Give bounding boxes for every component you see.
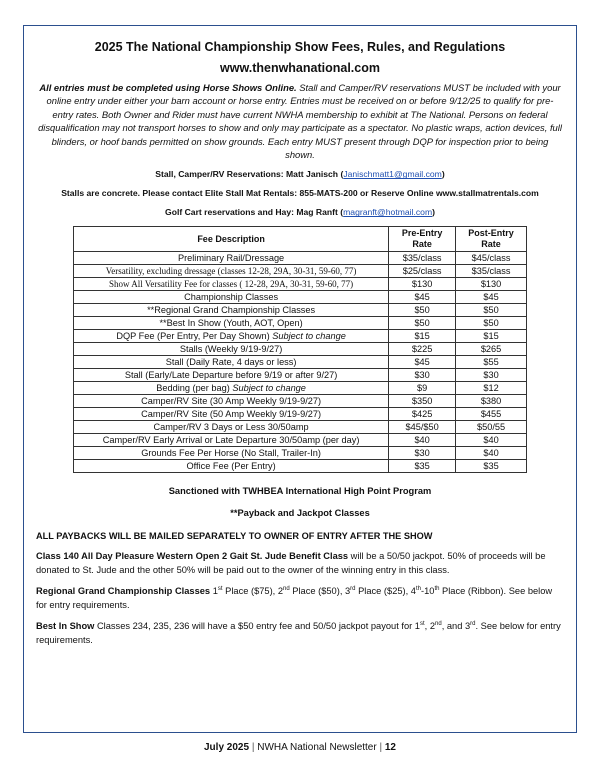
pre-entry-rate: $25/class xyxy=(389,265,456,278)
header-post-entry xyxy=(456,227,527,252)
pre-entry-rate: $40 xyxy=(389,434,456,447)
fee-table-header xyxy=(74,227,527,252)
table-row xyxy=(74,265,527,278)
bis-sup-1: st xyxy=(419,621,425,628)
best-in-show-title: Best In Show xyxy=(36,621,95,632)
page-footer xyxy=(0,742,600,754)
fee-note: Subject to change xyxy=(232,382,306,393)
table-row xyxy=(74,421,527,434)
fee-description: **Regional Grand Championship Classes xyxy=(147,304,316,315)
post-entry-rate: $40 xyxy=(456,434,527,447)
class140-paragraph xyxy=(36,550,564,577)
post-entry-rate: $50 xyxy=(456,304,527,317)
fee-description-cell xyxy=(74,330,389,343)
post-entry-rate: $55 xyxy=(456,356,527,369)
fee-description: Versatility, excluding dressage (classes 12-28, 29A, 30-31, 59-60, 77) xyxy=(105,265,357,276)
regional-text-5: -10 xyxy=(421,586,435,597)
bis-sup-2: nd xyxy=(435,621,442,628)
pre-entry-rate: $45 xyxy=(389,356,456,369)
page-frame xyxy=(23,25,577,733)
pre-entry-rate: $30 xyxy=(389,369,456,382)
golf-contact-close: ) xyxy=(432,207,435,218)
regional-title: Regional Grand Championship Classes xyxy=(36,586,211,597)
regional-sup-4: th xyxy=(415,586,421,593)
post-entry-rate: $130 xyxy=(456,278,527,291)
fee-description: Show All Versatility Fee for classes ( 12-28, 29A, 30-31, 59-60, 77) xyxy=(109,278,354,289)
regional-sup-1: st xyxy=(217,586,223,593)
intro-rest: Stall and Camper/RV reservations MUST be included with your online entry under either your barn account or horse entry. Entries must be received on or before 9/12/25 to qualify for pre-entry rates. Both Owner and Rider must have current NWHA membership to exhibit at The National. Persons on federal disqualification may not transport horses to show and only may participate as a spectator. No plastic wraps, action devices, full blinders, or hoof bands permitted on show grounds. Each entry MUST present through DQP for inspection prior to being shown. xyxy=(38,82,562,161)
pre-entry-rate: $425 xyxy=(389,408,456,421)
post-entry-rate: $380 xyxy=(456,395,527,408)
fee-description-cell xyxy=(74,434,389,447)
fee-description-cell xyxy=(74,447,389,460)
pre-entry-rate: $15 xyxy=(389,330,456,343)
post-entry-rate: $40 xyxy=(456,447,527,460)
header-pre-entry xyxy=(389,227,456,252)
fee-description-cell xyxy=(74,343,389,356)
fee-description-cell xyxy=(74,382,389,395)
regional-sup-2: nd xyxy=(283,586,290,593)
fee-description: Camper/RV Site (50 Amp Weekly 9/19-9/27) xyxy=(141,408,322,419)
stall-contact-close: ) xyxy=(441,169,445,180)
fee-description-cell xyxy=(74,252,389,265)
post-entry-rate: $12 xyxy=(456,382,527,395)
footer-page-number: 12 xyxy=(384,742,396,753)
best-in-show-paragraph xyxy=(36,620,564,647)
fee-description-cell xyxy=(74,291,389,304)
pre-entry-rate: $45 xyxy=(389,291,456,304)
footer-date: July 2025 xyxy=(204,742,250,753)
intro-paragraph xyxy=(38,81,562,161)
fee-description: DQP Fee (Per Entry, Per Day Shown) xyxy=(116,330,273,341)
payback-jackpot-note: **Payback and Jackpot Classes xyxy=(230,508,370,519)
table-row xyxy=(74,434,527,447)
fee-description-cell xyxy=(74,317,389,330)
bis-text-1: Classes 234, 235, 236 will have a $50 entry fee and 50/50 jackpot payout for 1 xyxy=(94,621,420,632)
post-entry-rate: $30 xyxy=(456,369,527,382)
header-pre-line1: Pre-Entry xyxy=(401,228,443,239)
fee-description-cell xyxy=(74,356,389,369)
fee-description-cell xyxy=(74,278,389,291)
stalls-concrete-note: Stalls are concrete. Please contact Elite Stall Mat Rentals: 855-MATS-200 or Reserve Online www.stallmatrentals.com xyxy=(61,188,539,199)
stall-email-link[interactable]: Janischmatt1@gmail.com xyxy=(343,169,442,180)
intro-lead: All entries must be completed using Horse Shows Online. xyxy=(39,82,297,93)
bis-sup-3: rd xyxy=(470,621,476,628)
regional-text-2: Place ($75), 2 xyxy=(222,586,284,597)
fee-description: Camper/RV 3 Days or Less 30/50amp xyxy=(153,421,309,432)
footer-newsletter: NWHA National Newsletter xyxy=(257,742,377,753)
table-row xyxy=(74,382,527,395)
regional-sup-5: th xyxy=(434,586,440,593)
bis-text-4: . See below for entry requirements. xyxy=(36,621,561,645)
fee-table-body xyxy=(74,252,527,473)
pre-entry-rate: $350 xyxy=(389,395,456,408)
post-entry-rate: $45 xyxy=(456,291,527,304)
fee-description: Stall (Early/Late Departure before 9/19 or after 9/27) xyxy=(124,369,338,380)
table-row xyxy=(74,343,527,356)
stall-contact xyxy=(36,168,564,180)
website-url: www.thenwhanational.com xyxy=(220,61,380,75)
fee-description: Stall (Daily Rate, 4 days or less) xyxy=(165,356,297,367)
header-pre-line2: Rate xyxy=(412,239,432,250)
table-row xyxy=(74,408,527,421)
pre-entry-rate: $50 xyxy=(389,317,456,330)
fee-table xyxy=(73,226,527,473)
fee-description-cell xyxy=(74,265,389,278)
pre-entry-rate: $35 xyxy=(389,460,456,473)
post-entry-rate: $50 xyxy=(456,317,527,330)
fee-description-cell xyxy=(74,369,389,382)
fee-description: Preliminary Rail/Dressage xyxy=(177,252,285,263)
footer-separator: | xyxy=(251,742,255,753)
bis-text-3: , and 3 xyxy=(441,621,471,632)
table-row xyxy=(74,460,527,473)
fee-description: Grounds Fee Per Horse (No Stall, Trailer-In) xyxy=(141,447,321,458)
post-entry-rate: $50/55 xyxy=(456,421,527,434)
table-row xyxy=(74,252,527,265)
fee-description: Stalls (Weekly 9/19-9/27) xyxy=(179,343,283,354)
table-row xyxy=(74,356,527,369)
page-title: 2025 The National Championship Show Fees, Rules, and Regulations xyxy=(94,40,506,54)
fee-description: Championship Classes xyxy=(184,291,279,302)
table-row xyxy=(74,447,527,460)
paybacks-heading: ALL PAYBACKS WILL BE MAILED SEPARATELY TO OWNER OF ENTRY AFTER THE SHOW xyxy=(36,531,433,542)
fee-description: Camper/RV Early Arrival or Late Departure 30/50amp (per day) xyxy=(102,434,360,445)
pre-entry-rate: $30 xyxy=(389,447,456,460)
table-row xyxy=(74,278,527,291)
fee-description: Bedding (per bag) xyxy=(156,382,233,393)
fee-description-cell xyxy=(74,408,389,421)
class140-title: Class 140 All Day Pleasure Western Open 2 Gait St. Jude Benefit Class xyxy=(36,551,349,562)
post-entry-rate: $265 xyxy=(456,343,527,356)
class140-text: will be a 50/50 jackpot. 50% of proceeds will be donated to St. Jude and the other 50% will be paid out to the owner of the winning entry in this class. xyxy=(36,551,546,575)
regional-paragraph xyxy=(36,585,564,612)
fee-note: Subject to change xyxy=(272,330,346,341)
footer-separator: | xyxy=(379,742,383,753)
pre-entry-rate: $130 xyxy=(389,278,456,291)
pre-entry-rate: $9 xyxy=(389,382,456,395)
pre-entry-rate: $225 xyxy=(389,343,456,356)
regional-sup-3: rd xyxy=(350,586,356,593)
pre-entry-rate: $45/$50 xyxy=(389,421,456,434)
post-entry-rate: $35/class xyxy=(456,265,527,278)
post-entry-rate: $45/class xyxy=(456,252,527,265)
table-row xyxy=(74,330,527,343)
fee-description-cell xyxy=(74,304,389,317)
table-row xyxy=(74,291,527,304)
header-fee-description: Fee Description xyxy=(74,227,389,252)
post-entry-rate: $35 xyxy=(456,460,527,473)
pre-entry-rate: $50 xyxy=(389,304,456,317)
regional-text-4: Place ($25), 4 xyxy=(355,586,416,597)
fee-description-cell xyxy=(74,395,389,408)
fee-description-cell xyxy=(74,421,389,434)
post-entry-rate: $15 xyxy=(456,330,527,343)
header-post-line2: Rate xyxy=(481,239,501,250)
regional-text-3: Place ($50), 3 xyxy=(289,586,351,597)
table-row xyxy=(74,317,527,330)
table-row xyxy=(74,395,527,408)
fee-description: Office Fee (Per Entry) xyxy=(186,460,276,471)
fee-description: **Best In Show (Youth, AOT, Open) xyxy=(159,317,303,328)
fee-description: Camper/RV Site (30 Amp Weekly 9/19-9/27) xyxy=(141,395,322,406)
stall-contact-label: Stall, Camper/RV Reservations: Matt Janisch ( xyxy=(155,169,344,180)
regional-text-1: 1 xyxy=(210,586,218,597)
table-row xyxy=(74,304,527,317)
pre-entry-rate: $35/class xyxy=(389,252,456,265)
golf-contact-label: Golf Cart reservations and Hay: Mag Ranft ( xyxy=(165,207,344,218)
header-post-line1: Post-Entry xyxy=(468,228,514,239)
golf-cart-contact xyxy=(36,206,564,218)
regional-text-6: Place (Ribbon). See below for entry requirements. xyxy=(36,586,553,610)
post-entry-rate: $455 xyxy=(456,408,527,421)
golf-email-link[interactable]: magranft@hotmail.com xyxy=(343,207,433,218)
bis-text-2: , 2 xyxy=(424,621,435,632)
sanctioned-note: Sanctioned with TWHBEA International High Point Program xyxy=(168,486,432,497)
table-row xyxy=(74,369,527,382)
fee-description-cell xyxy=(74,460,389,473)
